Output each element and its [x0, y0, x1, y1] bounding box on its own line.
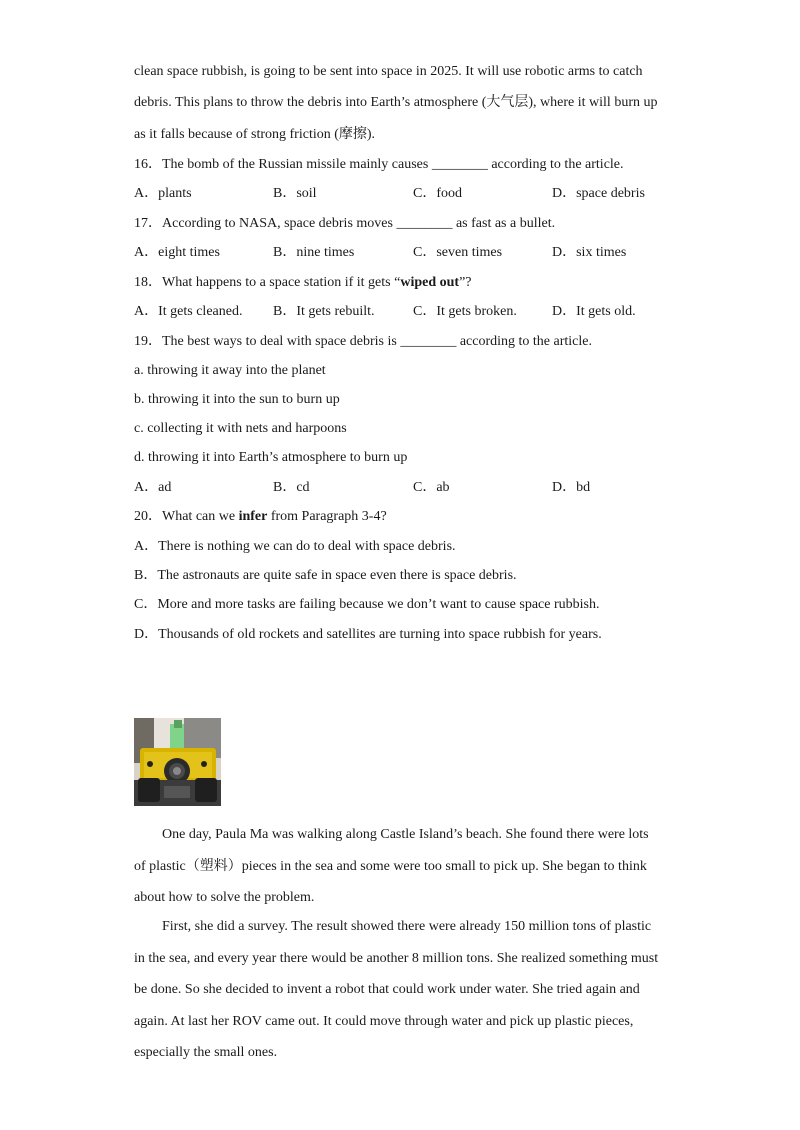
option-b: B．soil [273, 186, 317, 201]
question-19-options [134, 479, 694, 497]
option-a: A．plants [134, 186, 192, 201]
passage-text-line: of plastic（塑料）pieces in the sea and some were too small to pick up. She began to think [134, 859, 647, 874]
option-a: A．It gets cleaned. [134, 304, 243, 319]
passage-text-line: as it falls because of strong friction (摩擦). [134, 127, 376, 142]
rov-robot-photo [134, 718, 221, 806]
option-b: B．It gets rebuilt. [273, 304, 375, 319]
option-a: A．eight times [134, 245, 220, 260]
passage-text-line: One day, Paula Ma was walking along Castle Island’s beach. She found there were lots [162, 827, 649, 842]
question-20-stem [134, 508, 387, 526]
passage-text-line: in the sea, and every year there would be another 8 million tons. She realized something must [134, 951, 659, 966]
question-18-stem [134, 274, 472, 292]
question-18-options [134, 303, 694, 321]
passage-text-line: again. At last her ROV came out. It could move through water and pick up plastic pieces, [134, 1014, 634, 1029]
stem-bold-phrase: wiped out [400, 275, 460, 290]
question-17-options [134, 244, 694, 262]
option-d: D．six times [552, 245, 627, 260]
option-d: D．bd [552, 480, 591, 495]
choice-item: d. throwing it into Earth’s atmosphere to burn up [134, 450, 408, 465]
option-c: C．ab [413, 480, 450, 495]
question-19-stem: 19．The best ways to deal with space debris is ________ according to the article. [134, 334, 592, 349]
question-17-stem: 17．According to NASA, space debris moves ________ as fast as a bullet. [134, 216, 556, 231]
choice-item: b. throwing it into the sun to burn up [134, 392, 340, 407]
option-c: C．seven times [413, 245, 503, 260]
choice-item: a. throwing it away into the planet [134, 363, 326, 378]
choice-item: c. collecting it with nets and harpoons [134, 421, 347, 436]
question-16-stem: 16．The bomb of the Russian missile mainly causes ________ according to the article. [134, 157, 624, 172]
option-d: D．It gets old. [552, 304, 636, 319]
option-c: C．food [413, 186, 462, 201]
option-d: D．space debris [552, 186, 645, 201]
passage-text-line: First, she did a survey. The result showed there were already 150 million tons of plastic [162, 919, 652, 934]
stem-text: 20．What can we [134, 509, 239, 524]
stem-text: from Paragraph 3-4? [267, 509, 387, 524]
option-c: C．It gets broken. [413, 304, 517, 319]
stem-text: ”? [459, 275, 472, 290]
stem-bold-phrase: infer [238, 509, 268, 524]
option-a: A．ad [134, 480, 172, 495]
option-c: C．More and more tasks are failing because we don’t want to cause space rubbish. [134, 597, 600, 612]
option-d: D．Thousands of old rockets and satellites are turning into space rubbish for years. [134, 627, 602, 642]
passage-text-line: especially the small ones. [134, 1045, 278, 1060]
rov-robot-image [134, 718, 221, 806]
option-b: B．cd [273, 480, 310, 495]
passage-text-line: debris. This plans to throw the debris into Earth’s atmosphere (大气层), where it will burn up [134, 95, 658, 110]
passage-text-line: about how to solve the problem. [134, 890, 315, 905]
passage-text-line: clean space rubbish, is going to be sent into space in 2025. It will use robotic arms to catch [134, 64, 643, 79]
passage-text-line: be done. So she decided to invent a robot that could work under water. She tried again and [134, 982, 640, 997]
option-a: A．There is nothing we can do to deal with space debris. [134, 539, 456, 554]
option-b: B．nine times [273, 245, 355, 260]
stem-text: 18．What happens to a space station if it gets “ [134, 275, 401, 290]
option-b: B．The astronauts are quite safe in space even there is space debris. [134, 568, 517, 583]
question-16-options [134, 185, 694, 203]
